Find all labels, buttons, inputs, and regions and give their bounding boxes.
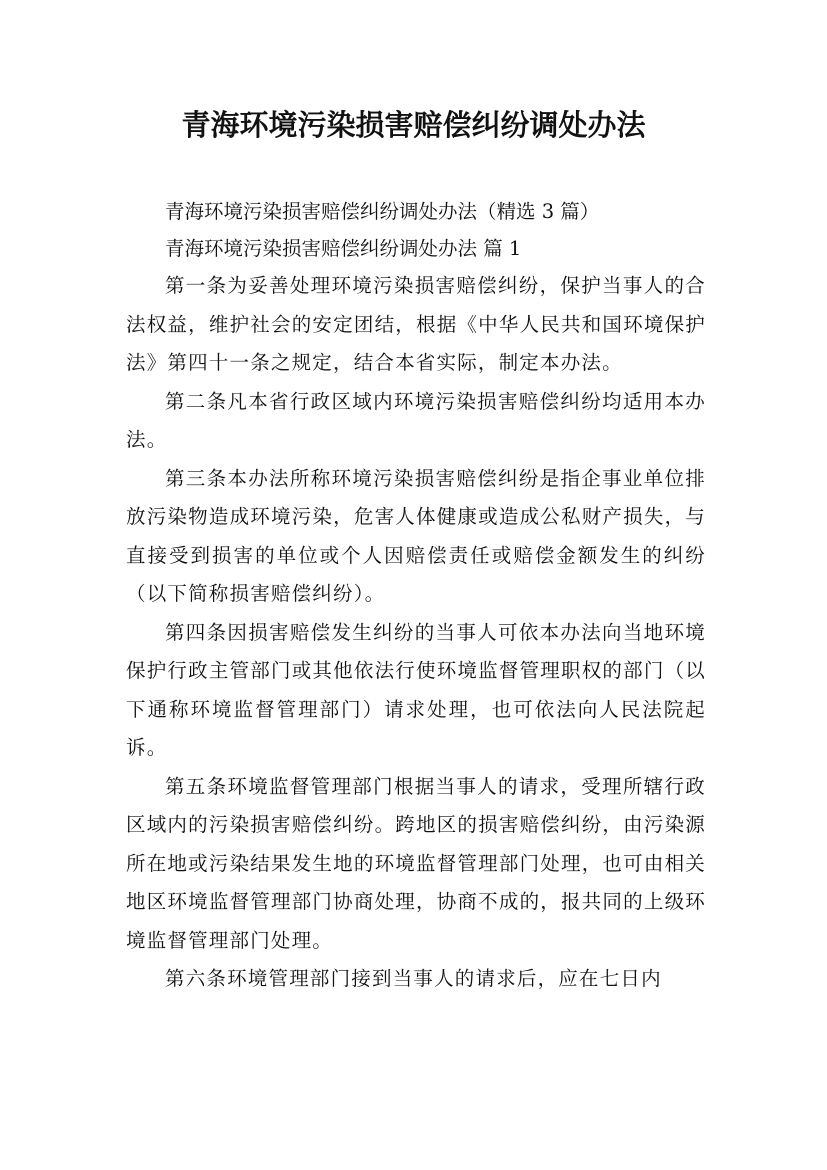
article-subtitle: 青海环境污染损害赔偿纠纷调处办法 篇 1: [165, 237, 522, 260]
paragraph-article-4: 第四条因损害赔偿发生纠纷的当事人可依本办法向当地环境保护行政主管部门或其他依法行使环境监督管理职权的部门（以下通称环境监督管理部门）请求处理，也可依法向人民法院起诉。: [126, 620, 706, 759]
document-title: 青海环境污染损害赔偿纠纷调处办法: [181, 108, 646, 142]
paragraph-article-5: 第五条环境监督管理部门根据当事人的请求，受理所辖行政区域内的污染损害赔偿纠纷。跨地区的损害赔偿纠纷，由污染源所在地或污染结果发生地的环境监督管理部门处理，也可由相关地区环境监督管理部门协商处理，协商不成的，报共同的上级环境监督管理部门处理。: [126, 774, 706, 952]
paragraph-article-6: 第六条环境管理部门接到当事人的请求后，应在七日内: [165, 967, 662, 990]
paragraph-article-2: 第二条凡本省行政区域内环境污染损害赔偿纠纷均适用本办法。: [126, 389, 706, 451]
paragraph-article-1: 第一条为妥善处理环境污染损害赔偿纠纷，保护当事人的合法权益，维护社会的安定团结，根据《中华人民共和国环境保护法》第四十一条之规定，结合本省实际，制定本办法。: [126, 274, 706, 374]
document-body: [126, 193, 706, 999]
paragraph-article-3: 第三条本办法所称环境污染损害赔偿纠纷是指企事业单位排放污染物造成环境污染，危害人体健康或造成公私财产损失，与直接受到损害的单位或个人因赔偿责任或赔偿金额发生的纠纷（以下简称损害赔偿纠纷）。: [126, 466, 706, 605]
collection-subtitle: 青海环境污染损害赔偿纠纷调处办法（精选 3 篇）: [165, 200, 600, 223]
